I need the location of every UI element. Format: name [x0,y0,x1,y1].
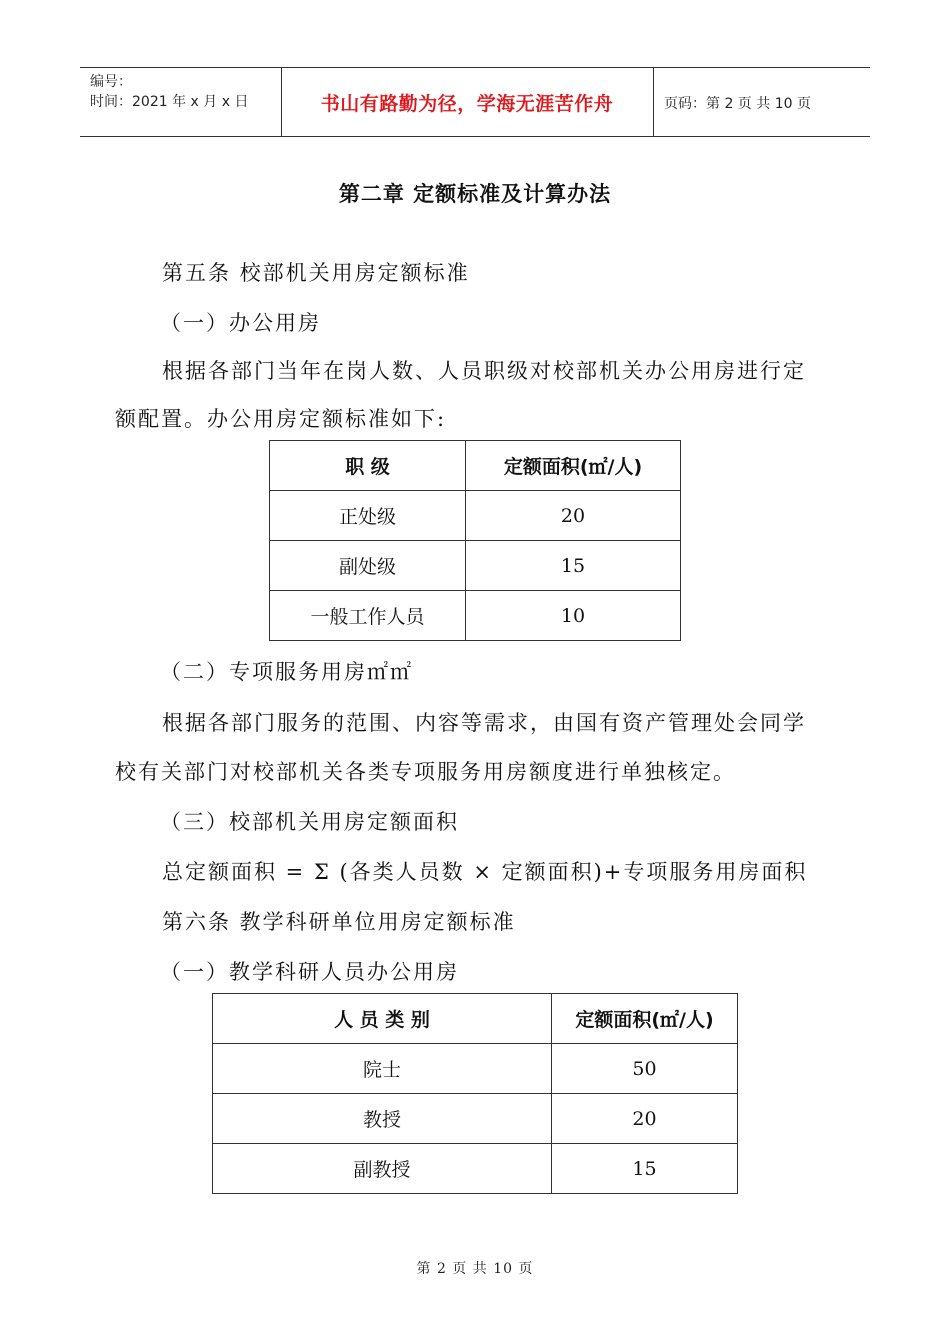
col-header-area: 定额面积(㎡/人) [466,441,681,491]
cell-area: 50 [552,1044,738,1094]
cell-category: 院士 [213,1044,552,1094]
table-row [213,1044,738,1094]
table-row [213,1144,738,1194]
formula-text: 总定额面积 = Σ (各类人员数 × 定额面积)+专项服务用房面积 [162,860,808,884]
cell-area: 20 [552,1094,738,1144]
header-top-rule [80,67,870,68]
table-row [270,491,681,541]
rank-quota-table [269,440,681,641]
staff-quota-table [212,993,738,1194]
header-page-label: 页码：第 2 页 共 10 页 [664,96,811,112]
cell-area: 20 [466,491,681,541]
cell-category: 教授 [213,1094,552,1144]
table-row [270,541,681,591]
col-header-rank: 职 级 [270,441,466,491]
time-label: 时间：2021 年 x 月 x 日 [90,94,249,110]
cell-rank: 一般工作人员 [270,591,466,641]
col-header-area: 定额面积(㎡/人) [552,994,738,1044]
cell-area: 15 [552,1144,738,1194]
article-5-heading: 第五条 校部机关用房定额标准 [162,261,470,285]
section-faculty-office: （一）教学科研人员办公用房 [160,960,459,984]
section-office-rooms: （一）办公用房 [160,311,321,335]
cell-category: 副教授 [213,1144,552,1194]
header-bottom-rule [80,136,870,137]
header-motto: 书山有路勤为径，学海无涯苦作舟 [320,93,614,115]
cell-rank: 副处级 [270,541,466,591]
section-special-service-rooms: （二）专项服务用房㎡㎡ [160,660,413,684]
header-divider-left [281,67,282,136]
article-6-heading: 第六条 教学科研单位用房定额标准 [162,910,516,934]
cell-area: 10 [466,591,681,641]
body-text-2a: 根据各部门服务的范围、内容等需求，由国有资产管理处会同学 [162,711,806,735]
table-header-row [213,994,738,1044]
header-divider-right [653,67,654,136]
serial-label: 编号： [90,74,132,90]
chapter-title: 第二章 定额标准及计算办法 [338,182,612,206]
cell-area: 15 [466,541,681,591]
col-header-category: 人 员 类 别 [213,994,552,1044]
body-text-2b: 校有关部门对校部机关各类专项服务用房额度进行单独核定。 [115,760,736,784]
table-row [213,1094,738,1144]
header-meta [90,72,248,112]
cell-rank: 正处级 [270,491,466,541]
table-row [270,591,681,641]
section-quota-area: （三）校部机关用房定额面积 [160,810,459,834]
body-text-1a: 根据各部门当年在岗人数、人员职级对校部机关办公用房进行定 [162,359,806,383]
body-text-1b: 额配置。办公用房定额标准如下: [115,407,447,431]
table-header-row [270,441,681,491]
page-footer: 第 2 页 共 10 页 [416,1261,534,1277]
